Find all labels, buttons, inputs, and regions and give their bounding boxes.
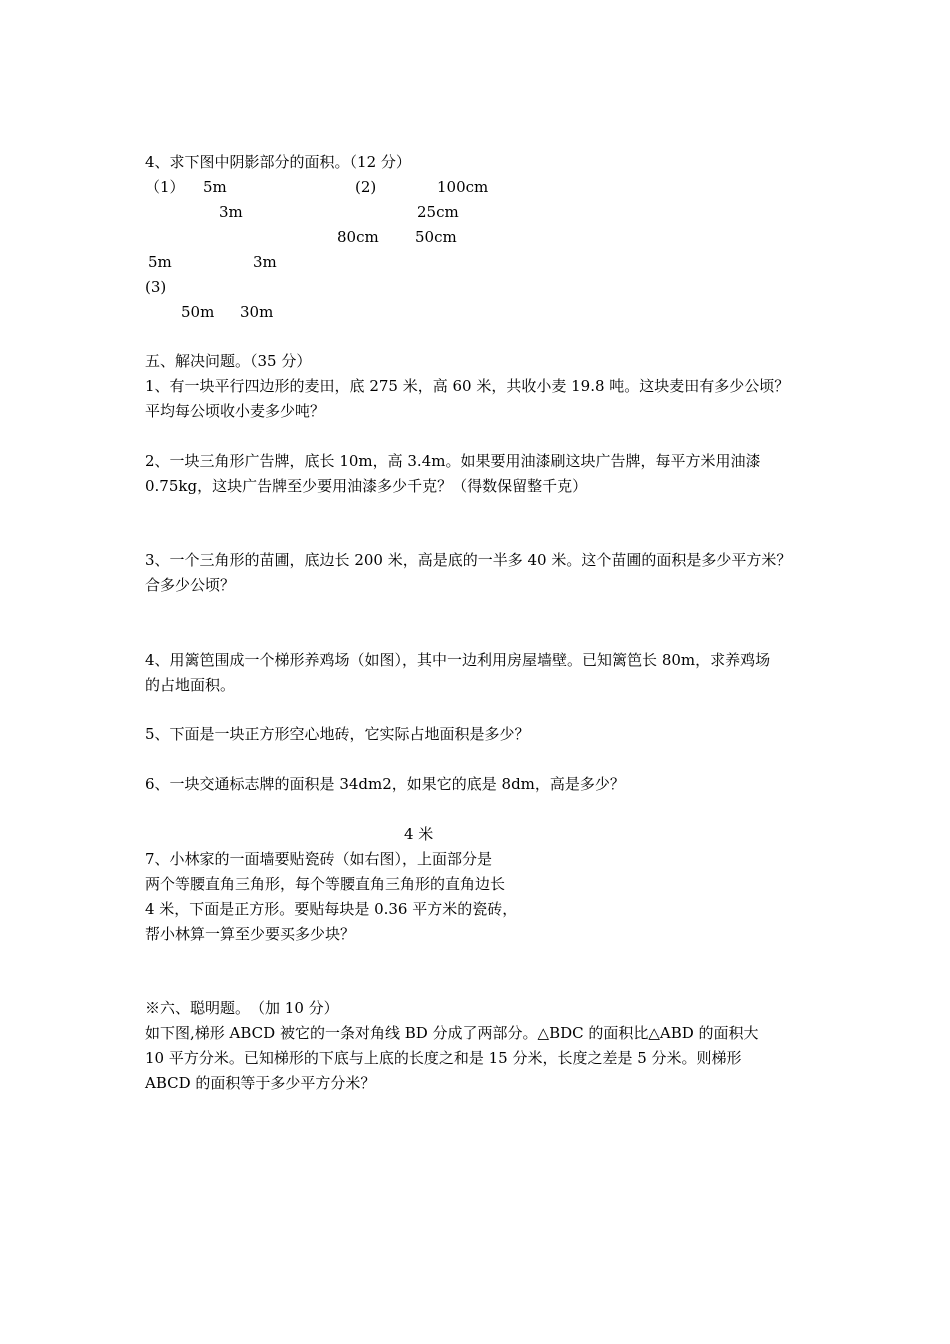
fig2-bottom-left-label: 80cm [337,228,379,246]
problem7-figure-label: 4 米 [404,825,434,843]
section6-line1: 如下图,梯形 ABCD 被它的一条对角线 BD 分成了两部分。△BDC 的面积比△ABD 的面积大 [145,1024,759,1042]
fig3-label-a: 50m [181,303,215,321]
fig1-bottom-left-label: 5m [148,253,172,271]
problem4-line1: 4、用篱笆围成一个梯形养鸡场（如图），其中一边利用房屋墙壁。已知篱笆长 80m，求养鸡场 [145,651,771,669]
problem7-line2: 两个等腰直角三角形，每个等腰直角三角形的直角边长 [145,875,506,893]
problem5: 5、下面是一块正方形空心地砖，它实际占地面积是多少？ [145,725,530,743]
fig3-label: (3) [145,278,167,296]
problem1-line1: 1、有一块平行四边形的麦田，底 275 米，高 60 米，共收小麦 19.8 吨。这块麦田有多少公顷？ [145,377,790,395]
problem7-line1: 7、小林家的一面墙要贴瓷砖（如右图），上面部分是 [145,850,493,868]
section5-title: 五、解决问题。（35 分） [145,352,312,370]
problem2-line2: 0.75kg，这块广告牌至少要用油漆多少千克？（得数保留整千克） [145,477,588,495]
problem7-line4: 帮小林算一算至少要买多少块？ [145,925,356,943]
problem2-line1: 2、一块三角形广告牌，底长 10m，高 3.4m。如果要用油漆刷这块广告牌，每平方米用油漆 [145,452,761,470]
fig2-top-label: 100cm [437,178,489,196]
fig1-mid-label: 3m [219,203,243,221]
problem4-line2: 的占地面积。 [145,676,236,694]
fig2-mid-label: 25cm [417,203,459,221]
fig2-label: (2) [355,178,377,196]
fig1-top-label: 5m [203,178,227,196]
fig1-bottom-right-label: 3m [253,253,277,271]
section6-title: ※六、聪明题。 （加 10 分） [145,999,339,1017]
fig2-bottom-right-label: 50cm [415,228,457,246]
q4-title: 4、求下图中阴影部分的面积。（12 分） [145,153,411,171]
fig3-label-b: 30m [240,303,274,321]
section6-line2: 10 平方分米。已知梯形的下底与上底的长度之和是 15 分米，长度之差是 5 分米。则梯形 [145,1049,742,1067]
section6-line3: ABCD 的面积等于多少平方分米？ [145,1074,376,1092]
problem6: 6、一块交通标志牌的面积是 34dm2，如果它的底是 8dm，高是多少？ [145,775,625,793]
fig1-label: （1） [145,178,185,196]
problem3-line1: 3、一个三角形的苗圃，底边长 200 米，高是底的一半多 40 米。这个苗圃的面积是多少平方米？ [145,551,792,569]
problem7-line3: 4 米，下面是正方形。要贴每块是 0.36 平方米的瓷砖， [145,900,518,918]
problem3-line2: 合多少公顷？ [145,576,236,594]
problem1-line2: 平均每公顷收小麦多少吨？ [145,402,326,420]
